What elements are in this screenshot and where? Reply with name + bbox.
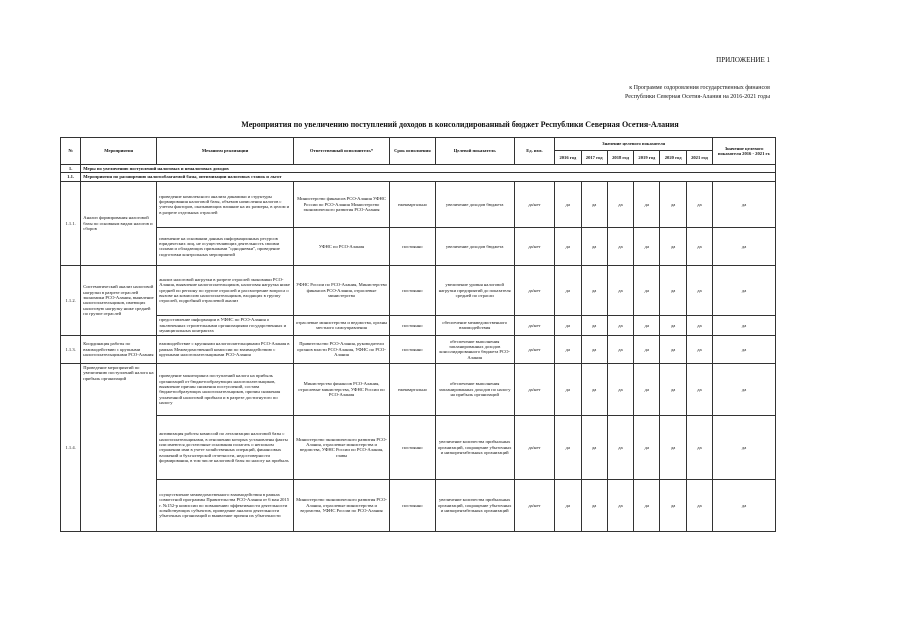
header-responsible: Ответственный исполнитель* [293,138,389,165]
row-final: да [713,315,776,335]
table-row [61,335,776,363]
row-value: да [686,181,712,227]
row-value: да [660,335,686,363]
row-deadline: постоянно [390,479,436,531]
row-value: да [660,181,686,227]
table-row [61,415,776,479]
row-mechanism: проведение мониторинга поступлений налога на прибыль организаций от бюджетообразующих налогоплательщиков, выявление причин снижения поступлений, состава бюджетообразующих налогоплательщиков, причин снижения уплаченной налоговой прибыли и в разрезе достигнутого по налогу [157,363,294,415]
row-target: обеспечение межведомственного взаимодействия [435,315,514,335]
appendix-label: ПРИЛОЖЕНИЕ 1 [716,56,770,64]
row-deadline: постоянно [390,335,436,363]
row-value: да [607,479,633,531]
header-year: 2018 год [607,151,633,165]
row-value: да [686,335,712,363]
row-value: да [581,479,607,531]
row-value: да [607,181,633,227]
row-final: да [713,181,776,227]
section-label: Меры по увеличению поступлений налоговых и неналоговых доходов [81,165,776,173]
row-deadline: постоянно [390,315,436,335]
row-unit: да/нет [514,181,555,227]
row-value: да [607,363,633,415]
row-deadline: ежеквартально [390,181,436,227]
row-deadline: постоянно [390,415,436,479]
row-value: да [634,363,660,415]
row-value: да [581,315,607,335]
header-target: Целевой показатель [435,138,514,165]
row-mechanism: изменение на основании данных информационных ресурсов юридических лиц, не осуществляющих деятельность своими силами и обладающих признаками "однодневки", проведение подготовки контрольных мероприятий [157,227,294,265]
header-year: 2020 год [660,151,686,165]
section-num: 1.1. [61,173,81,181]
row-num: 1.1.3. [61,335,81,363]
row-measure: Проведение мероприятий по увеличению поступлений налога на прибыль организаций [81,363,157,531]
row-value: да [634,335,660,363]
row-responsible: УФНС по РСО-Алания [293,227,389,265]
row-value: да [607,315,633,335]
row-value: да [555,335,581,363]
document-title: Мероприятия по увеличению поступлений доходов в консолидированный бюджет Республики Северная Осетия-Алания [241,120,679,129]
row-value: да [607,265,633,315]
row-value: да [581,265,607,315]
row-unit: да/нет [514,227,555,265]
row-mechanism: взаимодействие с крупными налогоплательщиками РСО-Алания в рамках Межведомственной комиссии по взаимодействию с крупными налогоплательщиками РСО-Алания [157,335,294,363]
row-unit: да/нет [514,363,555,415]
row-final: да [713,227,776,265]
table-row [61,315,776,335]
row-mechanism: проведение комплексного анализа динамики и структуры формирования налоговой базы, объемов начисления налогов с учетом факторов, оказывающих влияние на их размеры, в целом и в разрезе отдельных отраслей [157,181,294,227]
row-final: да [713,363,776,415]
header-year: 2019 год [634,151,660,165]
header-unit: Ед. изм. [514,138,555,165]
row-target: увеличение количества прибыльных организаций, сокращение убыточных и низкорентабельных организаций [435,415,514,479]
measures-table [60,137,776,532]
row-num: 1.1.2. [61,265,81,335]
header-mechanism: Механизм реализации [157,138,294,165]
row-value: да [634,181,660,227]
row-value: да [660,479,686,531]
row-final: да [713,335,776,363]
row-responsible: Министерство финансов РСО-Алания УФНС России по РСО-Алания Министерство экономического развития РСО-Алания [293,181,389,227]
row-value: да [660,265,686,315]
row-mechanism: предоставление информации в УФНС по РСО-Алания о заключенных строительными организациями государственных и муниципальных контрактах [157,315,294,335]
section-label: Мероприятия по расширению налогооблагаемой базы, оптимизации налоговых ставок и льгот [81,173,776,181]
row-value: да [686,227,712,265]
row-value: да [634,479,660,531]
row-value: да [555,227,581,265]
row-deadline: постоянно [390,265,436,315]
row-value: да [660,315,686,335]
row-value: да [581,181,607,227]
row-value: да [607,227,633,265]
row-unit: да/нет [514,335,555,363]
header-final-value: Значение целевого показателя 2016 - 2021 гг. [713,138,776,165]
program-reference [560,84,770,102]
row-value: да [660,363,686,415]
row-value: да [686,479,712,531]
header-num: № [61,138,81,165]
row-value: да [555,415,581,479]
row-value: да [634,265,660,315]
table-row [61,479,776,531]
row-mechanism: активизация работы комиссий по легализации налоговой базы с налогоплательщиками, в отношении которых установлены факты или имеются достаточные основания полагать о неполном отражении ими в учете хозяйственных операций, финансовых вложений и бухгалтерской отчетности, недостоверности формирования, в том числе налоговой базы по налогу на прибыль [157,415,294,479]
row-value: да [634,415,660,479]
row-measure: Анализ формирования налоговой базы по основным видам налогов и сборов [81,181,157,265]
table-row [61,227,776,265]
row-deadline: постоянно [390,227,436,265]
row-value: да [634,315,660,335]
row-responsible: УФНС России по РСО-Алания, Министерство финансов РСО-Алания, отраслевые министерства [293,265,389,315]
table-row [61,265,776,315]
header-measures: Мероприятия [81,138,157,165]
row-num: 1.1.4. [61,363,81,531]
header-year: 2016 год [555,151,581,165]
row-value: да [581,227,607,265]
row-unit: да/нет [514,315,555,335]
row-value: да [686,315,712,335]
row-value: да [581,363,607,415]
row-value: да [581,415,607,479]
row-target: обеспечение выполнения запланированных доходов по налогу на прибыль организаций [435,363,514,415]
row-responsible: отраслевые министерства и ведомства, органы местного самоуправления [293,315,389,335]
row-value: да [555,315,581,335]
row-mechanism: осуществление межведомственного взаимодействия в рамках совместной программы Правительства РСО-Алания от 6 мая 2015 г. №152-р комиссии по повышению эффективности деятельности хозяйствующих субъектов, проведение анализа деятельности убыточных организаций и выявление причин их убыточности [157,479,294,531]
header-values-group: Значение целевого показателя [555,138,713,151]
row-target: обеспечение выполнения запланированных доходов консолидированного бюджета РСО-Алания [435,335,514,363]
row-value: да [555,363,581,415]
row-value: да [634,227,660,265]
reference-line-1: к Программе оздоровления государственных финансов [629,85,770,91]
row-value: да [607,335,633,363]
row-value: да [686,363,712,415]
row-responsible: Правительство РСО-Алания, руководители органов власти РСО-Алания, УФНС по РСО-Алания [293,335,389,363]
table-row [61,181,776,227]
row-responsible: Министерство экономического развития РСО-Алания, отраслевые министерства и ведомства, УФНС России по РСО-Алания, главы [293,415,389,479]
row-target: увеличение уровня налоговой нагрузки предприятий до показателя средней по отрасли [435,265,514,315]
row-final: да [713,265,776,315]
row-target: увеличение доходов бюджета [435,227,514,265]
row-value: да [686,265,712,315]
row-measure: Систематический анализ налоговой нагрузки в разрезе отраслей экономики РСО-Алания, выявление налогоплательщиков, имеющих налоговую нагрузку ниже средней по группе отраслей [81,265,157,335]
row-value: да [555,265,581,315]
row-value: да [660,227,686,265]
row-num: 1.1.1. [61,181,81,265]
row-unit: да/нет [514,265,555,315]
row-target: увеличение доходов бюджета [435,181,514,227]
row-value: да [555,479,581,531]
row-mechanism: анализ налоговой нагрузки в разрезе отраслей экономики РСО-Алания, выявление налогоплательщиков, налоговая нагрузка ниже средней по региону по группе отраслей и рассмотрение вопроса о вызове на комиссию налогоплательщиков, входящих в группу отраслей, подробный отраслевой анализ [157,265,294,315]
row-responsible: Министерство экономического развития РСО-Алания, отраслевые министерства и ведомства, УФНС России по РСО-Алания [293,479,389,531]
row-value: да [555,181,581,227]
row-deadline: ежеквартально [390,363,436,415]
row-responsible: Министерство финансов РСО-Алания, отраслевые министерства, УФНС России по РСО-Алания [293,363,389,415]
row-unit: да/нет [514,479,555,531]
table-header-row [61,138,776,151]
reference-line-2: Республики Северная Осетия-Алания на 2016-2021 годы [624,94,770,100]
header-year: 2017 год [581,151,607,165]
row-value: да [607,415,633,479]
row-value: да [581,335,607,363]
table-row [61,363,776,415]
row-value: да [660,415,686,479]
row-target: увеличение количества прибыльных организаций, сокращение убыточных и низкорентабельных организаций [435,479,514,531]
row-final: да [713,479,776,531]
header-year: 2021 год [686,151,712,165]
section-num: 1. [61,165,81,173]
section-row [61,165,776,173]
row-measure: Координация работы по взаимодействию с крупными налогоплательщиками РСО-Алания [81,335,157,363]
row-value: да [686,415,712,479]
row-unit: да/нет [514,415,555,479]
section-row [61,173,776,181]
row-final: да [713,415,776,479]
header-deadline: Срок исполнения [390,138,436,165]
